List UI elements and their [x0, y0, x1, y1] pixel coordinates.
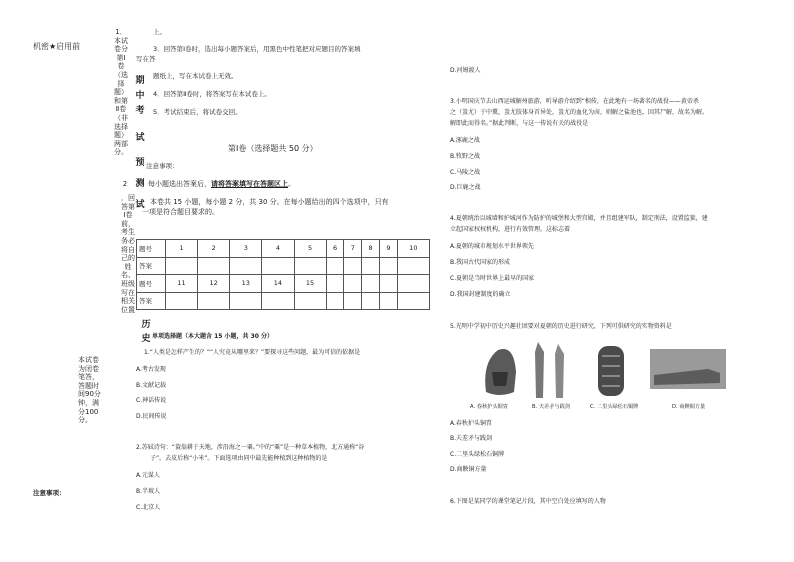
row-label: 题号 [137, 275, 166, 293]
option[interactable]: C.北京人 [136, 504, 161, 511]
question-number [344, 275, 362, 293]
instruction-3a: 3．回答第Ⅰ卷时，选出每小题答案后，用黑色中性笔把对应题目的答案填 [153, 45, 361, 53]
option[interactable]: B.我国古代国家的形成 [450, 259, 511, 266]
vertical-title [133, 74, 147, 213]
option[interactable]: A.元谋人 [136, 472, 160, 479]
question-4b: 立起国家权权机构，进行有效管理。这标志着 [450, 226, 571, 233]
question-number: 1 [166, 240, 198, 258]
instruction-1-end: 上。 [153, 28, 166, 36]
answer-cell[interactable] [230, 257, 262, 275]
title-char: 试 [135, 200, 145, 210]
option[interactable]: D.巨鹿之战 [450, 184, 481, 191]
question-4a: 4.夏朝统治以城墙和护城河作为防护的城堡和大型宫殿，并且组建军队，制定刑法，设置监狱，建 [450, 215, 708, 222]
answer-cell[interactable] [294, 292, 326, 310]
question-number: 7 [344, 240, 362, 258]
question-number: 12 [198, 275, 230, 293]
part1-note-1: 每小题选出答案后，请将答案填写在答题区上。 [148, 180, 295, 188]
option[interactable]: A.考古发现 [136, 366, 166, 373]
option[interactable]: B.文献记载 [136, 382, 167, 389]
option[interactable]: C.马陵之战 [450, 169, 481, 176]
answer-cell[interactable] [198, 257, 230, 275]
option[interactable]: C.神话传说 [136, 397, 167, 404]
table-row [137, 275, 430, 293]
option[interactable]: A.涿鹿之战 [450, 137, 480, 144]
instruction-5: 5．考试结束后，将试卷交回。 [153, 108, 242, 116]
question-number: 15 [294, 275, 326, 293]
question-number: 4 [262, 240, 294, 258]
option[interactable]: D.民间传说 [136, 413, 167, 420]
question-6: 6.下图是某同学的课堂笔记片段，其中空白处应填写的人物 [450, 498, 606, 505]
question-number [380, 275, 398, 293]
answer-cell[interactable] [166, 292, 198, 310]
note-2-number: 2 [122, 180, 128, 188]
notice-label: 注意事项： [33, 489, 66, 497]
caption: C. 二里头绿松石铜牌 [590, 404, 639, 410]
question-number: 11 [166, 275, 198, 293]
answer-cell[interactable] [380, 257, 398, 275]
answer-cell[interactable] [198, 292, 230, 310]
part1-note-2a: 本卷共 15 小题，每小题 2 分，共 30 分。在每小题给出的四个选项中，只有 [150, 198, 389, 206]
question-3b: 之（蚩尤）于中冀，蚩尤肢体身首异处，蚩尤的血化为卤，则解之盐池也，因其尸解，故名为解。 [450, 109, 709, 116]
title-char: 测 [135, 179, 145, 189]
question-number: 5 [294, 240, 326, 258]
option[interactable]: A.春秋护头铜冑 [450, 420, 492, 427]
answer-table [136, 239, 430, 310]
row-label: 答案 [137, 292, 166, 310]
option[interactable]: D.商鞅铜方量 [450, 466, 487, 473]
title-char: 试 [135, 133, 145, 143]
answer-cell[interactable] [326, 257, 344, 275]
option[interactable]: C.夏朝是当时世界上最早的国家 [450, 275, 535, 282]
part1-title: 第Ⅰ卷（选择题共 50 分） [228, 144, 318, 153]
bronze-measure-image [648, 345, 728, 395]
question-number: 3 [230, 240, 262, 258]
question-3a: 3.小明国庆节去山西运城解州旅游，听导游介绍到“相传，在此地有一场著名的战役——黄帝杀 [450, 98, 699, 105]
question-2b: 子”。去皮后称“小米”。下面选项由同中最先能种植到这种植物的是 [150, 455, 328, 462]
answer-cell[interactable] [326, 292, 344, 310]
answer-cell[interactable] [166, 257, 198, 275]
question-number: 2 [198, 240, 230, 258]
title-char: 中 [135, 91, 145, 101]
row-label: 答案 [137, 257, 166, 275]
helmet-image [478, 342, 520, 400]
answer-cell[interactable] [262, 292, 294, 310]
caption: A. 春秋护头铜冑 [470, 404, 508, 410]
note-1-vertical: 1．本试卷分第Ⅰ卷（选择题）和第Ⅱ卷（非选择题）两部分。 [114, 28, 128, 157]
question-number: 9 [380, 240, 398, 258]
note-2-vertical: ．回答第Ⅰ卷前，考生务必将自己的姓名、班级写在相关位置 [121, 194, 135, 314]
answer-cell[interactable] [344, 292, 362, 310]
title-char: 期 [135, 76, 145, 86]
answer-cell[interactable] [397, 257, 429, 275]
answer-cell[interactable] [344, 257, 362, 275]
answer-cell[interactable] [362, 257, 380, 275]
confidential-label: 机密★启用前 [33, 42, 81, 51]
question-number: 13 [230, 275, 262, 293]
option[interactable]: B.夫差矛与践剑 [450, 435, 493, 442]
section-heading: 单项选择题（本大题含 15 小题，共 30 分） [152, 333, 274, 340]
question-number [362, 275, 380, 293]
title-char: 史 [141, 334, 151, 344]
question-number [397, 275, 429, 293]
answer-area-instruction: 请将答案填写在答题区上 [211, 180, 288, 188]
title-char: 考 [135, 106, 145, 116]
exam-info-vertical: 本试卷为闭卷笔答，答题时间90分钟，满分100分。 [78, 356, 101, 425]
question-number: 14 [262, 275, 294, 293]
option[interactable]: A.夏朝的城市规划水平世界领先 [450, 243, 534, 250]
instruction-3b: 写在答 [136, 55, 156, 63]
table-row [137, 257, 430, 275]
turquoise-plaque-image [590, 342, 632, 400]
title-char: 历 [141, 320, 151, 330]
row-label: 题号 [137, 240, 166, 258]
question-number: 6 [326, 240, 344, 258]
question-number: 8 [362, 240, 380, 258]
answer-cell[interactable] [380, 292, 398, 310]
option[interactable]: B.牧野之战 [450, 153, 481, 160]
answer-cell[interactable] [397, 292, 429, 310]
title-char: 预 [135, 158, 145, 168]
question-5: 5.光明中学初中历史兴趣社团要对夏朝的历史进行研究，下列可供研究的实物资料是 [450, 323, 672, 330]
option[interactable]: D.我国封建制度的确立 [450, 291, 511, 298]
question-2a: 2.苏轼诗句：“蓑翁耕于天地，涉沿海之一粟。”中的“粟”是一种草本植物，北方通称“谷 [136, 444, 365, 451]
answer-cell[interactable] [230, 292, 262, 310]
part1-note-2b: 一项是符合题目要求的。 [142, 208, 219, 216]
answer-cell[interactable] [362, 292, 380, 310]
option[interactable]: B.半坡人 [136, 488, 161, 495]
caption: D. 商鞅铜方量 [672, 404, 706, 410]
part1-notice: 注意事项： [146, 162, 179, 170]
option[interactable]: C.二里头绿松石铜牌 [450, 451, 505, 458]
sword-spear-image [528, 340, 572, 400]
question-3c: 解即此而得名。”据此判断，与这一传说有关的战役是 [450, 120, 589, 127]
option[interactable]: D.河姆渡人 [450, 67, 481, 74]
question-number: 10 [397, 240, 429, 258]
question-1: 1.“人类是怎样产生的？”“人究竟从哪里来？”要探寻这些问题，最为可信的依据是 [144, 349, 361, 356]
instruction-3c: 题纸上，写在本试卷上无效。 [153, 72, 238, 80]
table-row [137, 240, 430, 258]
answer-cell[interactable] [294, 257, 326, 275]
caption: B. 夫差矛与践剑 [532, 404, 570, 410]
instruction-4: 4．回答第Ⅱ卷时，将答案写在本试卷上。 [153, 90, 271, 98]
question-number [326, 275, 344, 293]
answer-cell[interactable] [262, 257, 294, 275]
table-row [137, 292, 430, 310]
